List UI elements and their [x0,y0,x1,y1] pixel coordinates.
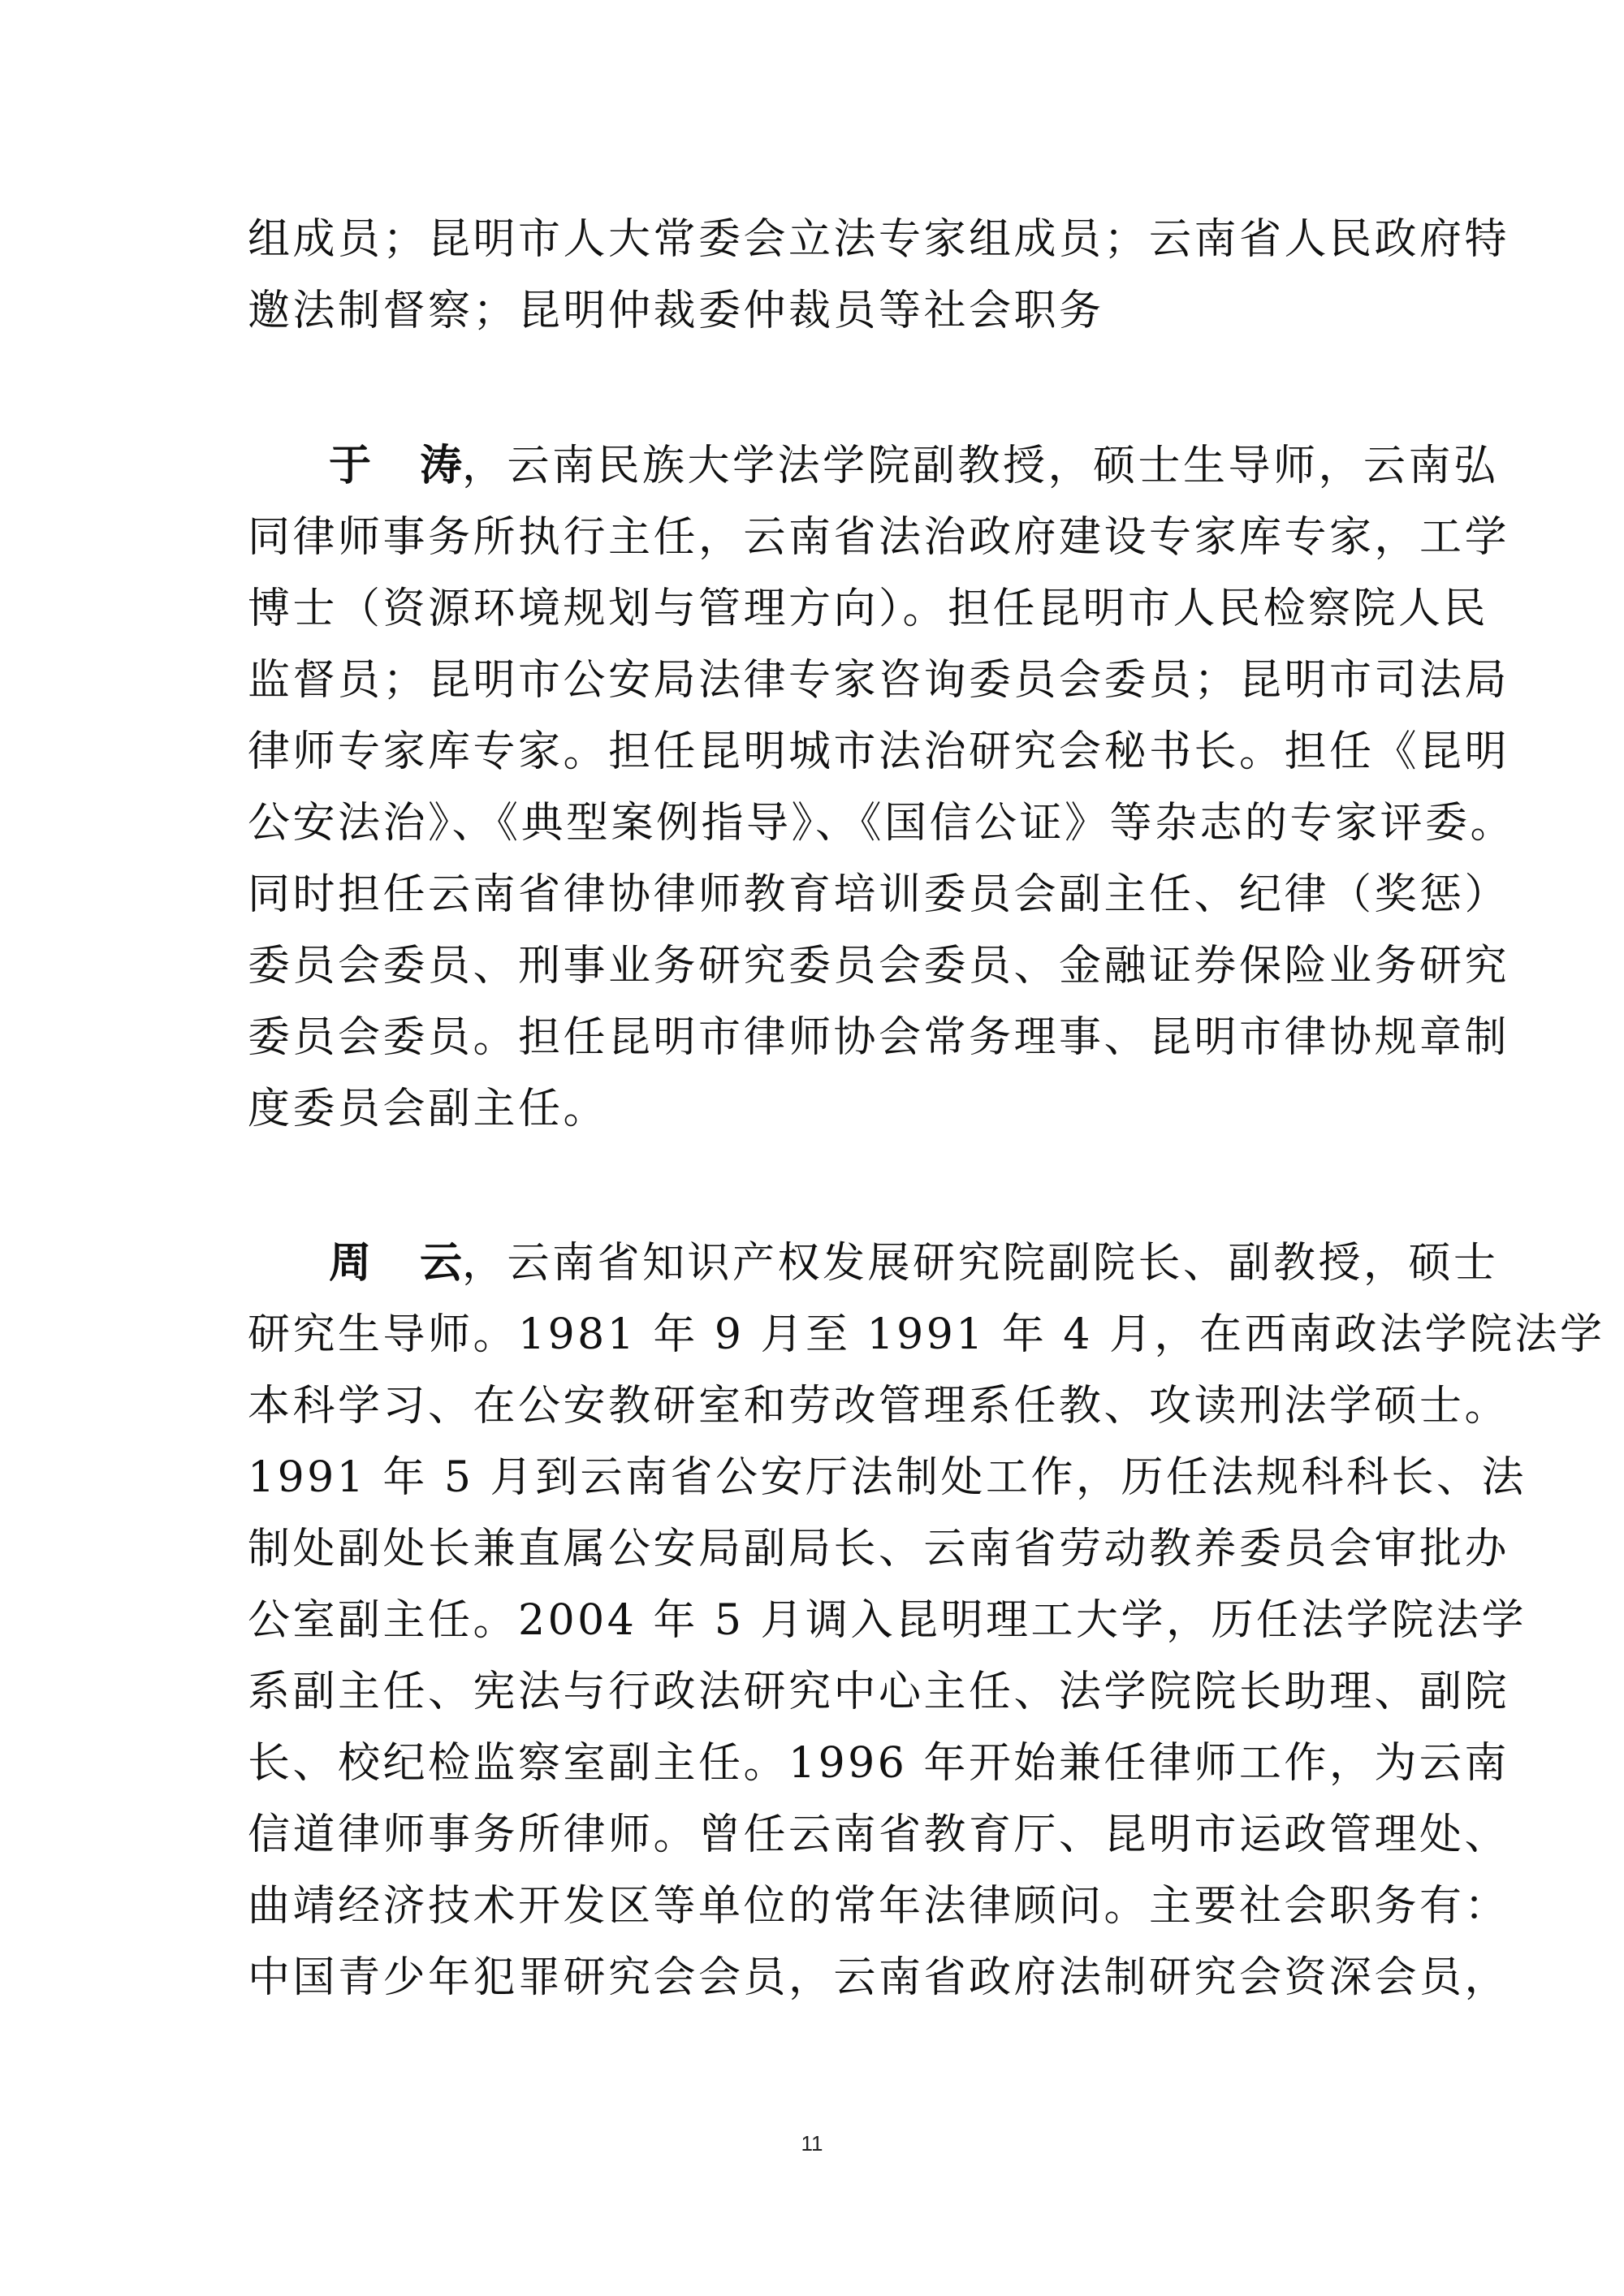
profile-line: 度委员会副主任。 [248,1085,609,1133]
profile-line: 系副主任、宪法与行政法研究中心主任、法学院院长助理、副院 [248,1668,1510,1716]
profile-line: 中国青少年犯罪研究会会员，云南省政府法制研究会资深会员， [248,1953,1510,2002]
profile-name-first-char: 周 [329,1239,372,1288]
profile-first-line [329,1228,1499,1299]
profile-line: 制处副处长兼直属公安局副局长、云南省劳动教养委员会审批办 [248,1525,1510,1573]
profile-line: 研究生导师。1981 年 9 月至 1991 年 4 月，在西南政法学院法学 [248,1310,1605,1359]
profile-line: 监督员；昆明市公安局法律专家咨询委员会委员；昆明市司法局 [248,656,1510,705]
intro-line: 组成员；昆明市人大常委会立法专家组成员；云南省人民政府特 [248,215,1510,264]
profile-text: ，云南省知识产权发展研究院副院长、副教授，硕士 [462,1239,1499,1288]
profile-text: ，云南民族大学法学院副教授，硕士生导师，云南弘 [462,442,1499,490]
profile-line: 公室副主任。2004 年 5 月调入昆明理工大学，历任法学院法学 [248,1596,1527,1645]
profile-name-first-char: 于 [329,442,372,490]
intro-line: 邀法制督察；昆明仲裁委仲裁员等社会职务 [248,287,1104,335]
profile-line: 曲靖经济技术开发区等单位的常年法律顾问。主要社会职务有： [248,1882,1510,1931]
profile-line: 律师专家库专家。担任昆明城市法治研究会秘书长。担任《昆明 [248,727,1510,776]
profile-line: 信道律师事务所律师。曾任云南省教育厅、昆明市运政管理处、 [248,1810,1510,1859]
page-number: 11 [801,2131,823,2156]
profile-line: 1991 年 5 月到云南省公安厅法制处工作，历任法规科科长、法 [248,1453,1527,1502]
profile-name-last-char: 云 [420,1239,463,1288]
profile-line: 博士（资源环境规划与管理方向）。担任昆明市人民检察院人民 [248,585,1489,633]
profile-name-last-char: 涛 [420,442,463,490]
profile-first-line [329,430,1499,502]
profile-line: 委员会委员。担任昆明市律师协会常务理事、昆明市律协规章制 [248,1013,1510,1062]
profile-line: 同时担任云南省律协律师教育培训委员会副主任、纪律（奖惩） [248,870,1510,919]
profile-line: 公安法治》、《典型案例指导》、《国信公证》等杂志的专家评委。 [248,799,1516,848]
profile-line: 委员会委员、刑事业务研究委员会委员、金融证券保险业务研究 [248,942,1510,990]
profile-line: 同律师事务所执行主任，云南省法治政府建设专家库专家，工学 [248,513,1510,562]
profile-line: 长、校纪检监察室副主任。1996 年开始兼任律师工作，为云南 [248,1739,1510,1788]
profile-line: 本科学习、在公安教研室和劳改管理系任教、攻读刑法学硕士。 [248,1382,1510,1431]
